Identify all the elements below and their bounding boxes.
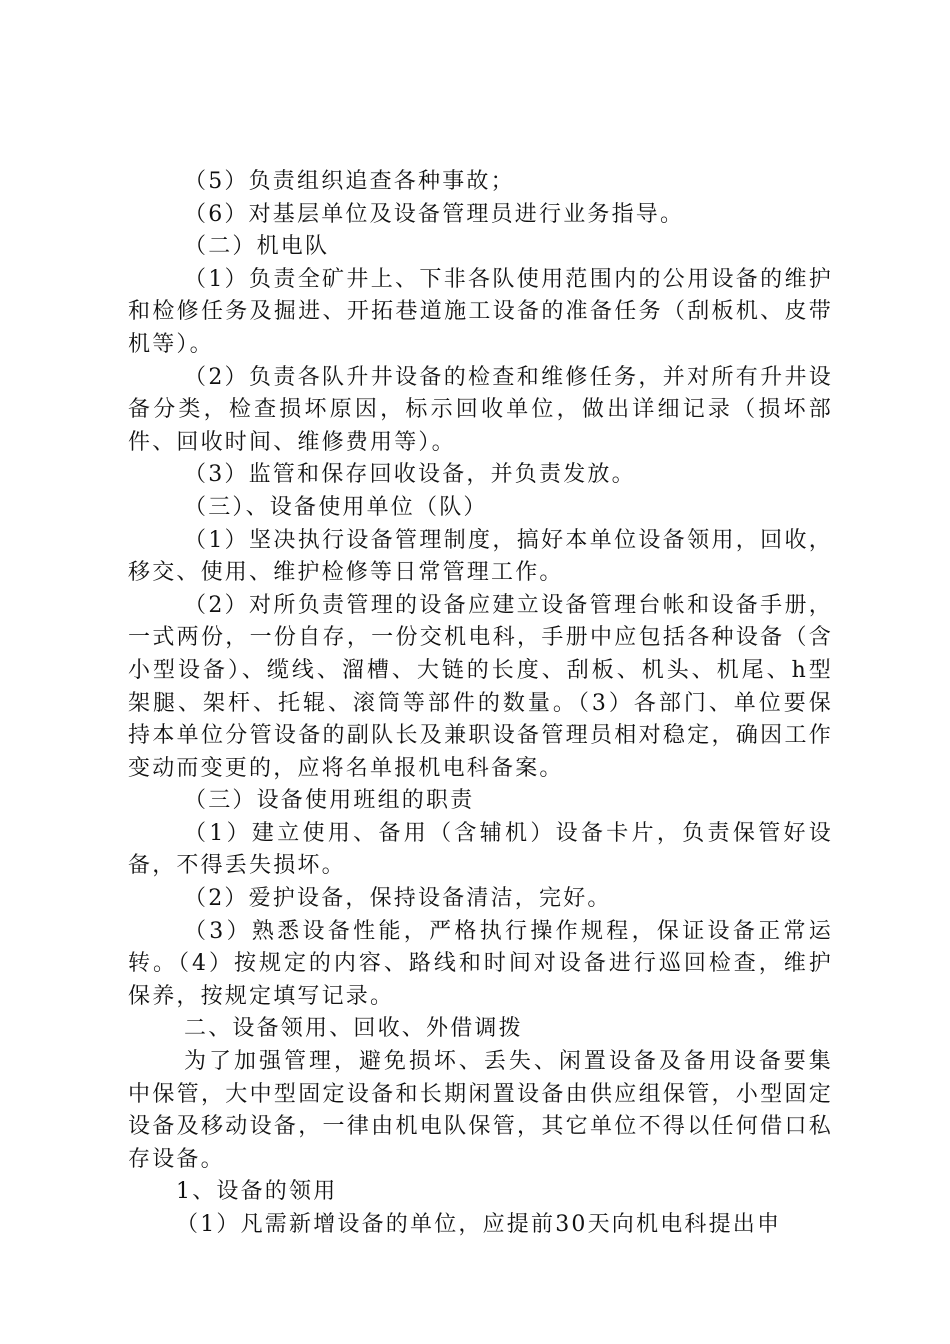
paragraph: 为了加强管理，避免损坏、丢失、闲置设备及备用设备要集中保管，大中型固定设备和长期闲置设备由供应组保管，小型固定设备及移动设备，一律由机电队保管，其它单位不得以任何借口私存设备。 <box>128 1049 833 1172</box>
paragraph: （2）对所负责管理的设备应建立设备管理台帐和设备手册，一式两份，一份自存，一份交机电科，手册中应包括各种设备（含小型设备）、缆线、溜槽、大链的长度、刮板、机头、机尾、h型架腿、架杆、托辊、滚筒等部件的数量。（3）各部门、单位要保持本单位分管设备的副队长及兼职设备管理员相对稳定，确因工作变动而变更的，应将名单报机电科备案。 <box>128 592 833 781</box>
paragraph: （3）监管和保存回收设备，并负责发放。 <box>184 462 636 488</box>
paragraph: （1）负责全矿井上、下非各队使用范围内的公用设备的维护和检修任务及掘进、开拓巷道施工设备的准备任务（刮板机、皮带机等）。 <box>128 266 833 357</box>
document-body <box>128 166 833 1242</box>
subsection-heading: 1、设备的领用 <box>176 1179 338 1205</box>
section-heading: （二）机电队 <box>184 234 330 260</box>
paragraph: （5）负责组织追查各种事故； <box>184 169 515 194</box>
paragraph: （1）建立使用、备用（含辅机）设备卡片，负责保管好设备，不得丢失损坏。 <box>128 820 833 879</box>
paragraph: （2）负责各队升井设备的检查和维修任务，并对所有升井设备分类，检查损坏原因，标示回收单位，做出详细记录（损坏部件、回收时间、维修费用等）。 <box>128 364 833 455</box>
paragraph: （1）凡需新增设备的单位，应提前30天向机电科提出申 <box>176 1212 782 1237</box>
paragraph: （6）对基层单位及设备管理员进行业务指导。 <box>184 201 685 227</box>
paragraph: （2）爱护设备，保持设备清洁，完好。 <box>184 886 612 912</box>
paragraph: （1）坚决执行设备管理制度，搞好本单位设备领用，回收，移交、使用、维护检修等日常管理工作。 <box>128 527 833 586</box>
section-heading: 二、设备领用、回收、外借调拨 <box>184 1016 523 1042</box>
section-heading: （三）设备使用班组的职责 <box>184 788 475 814</box>
paragraph: （3）熟悉设备性能，严格执行操作规程，保证设备正常运转。（4）按规定的内容、路线和时间对设备进行巡回检查，维护保养，按规定填写记录。 <box>128 918 833 1009</box>
section-heading: （三）、设备使用单位（队） <box>184 494 488 520</box>
